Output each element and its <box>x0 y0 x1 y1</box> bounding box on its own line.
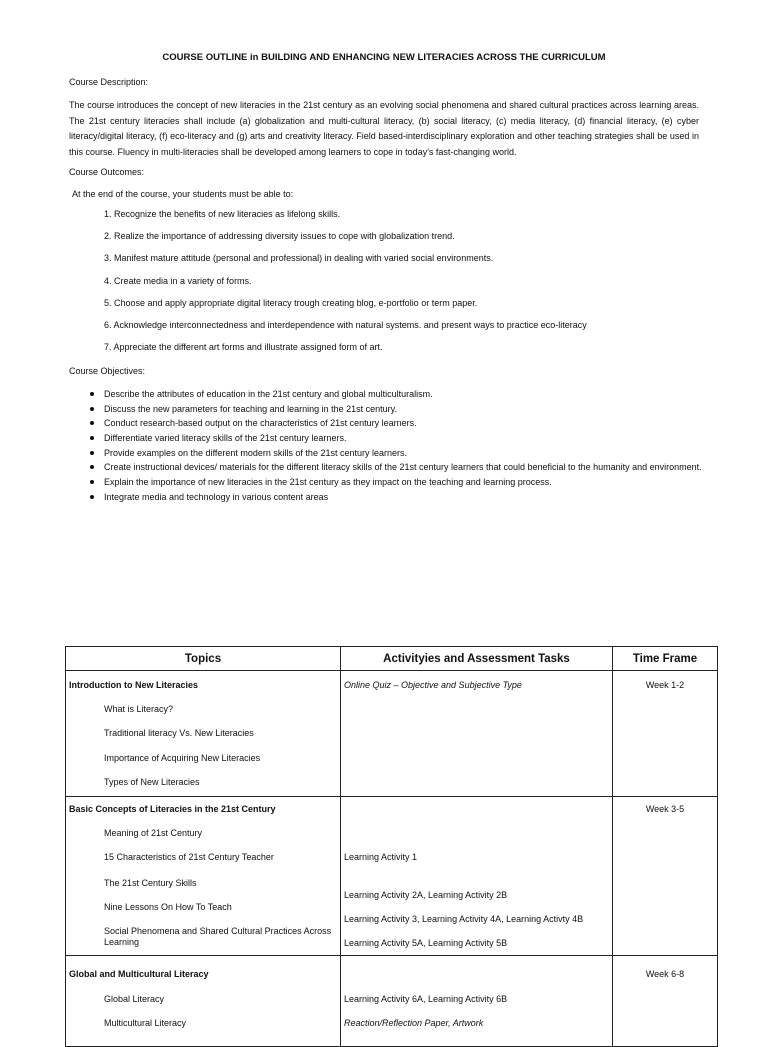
activities-column-header: Activityies and Assessment Tasks <box>341 647 613 671</box>
topic-item: Nine Lessons On How To Teach <box>104 902 232 912</box>
objective-item: Provide examples on the different modern skills of the 21st century learners. <box>104 446 702 461</box>
course-objectives-list <box>104 387 702 505</box>
section-heading: Basic Concepts of Literacies in the 21st Century <box>69 804 276 814</box>
section-heading: Introduction to New Literacies <box>69 680 199 690</box>
objective-item: Discuss the new parameters for teaching and learning in the 21st century. <box>104 402 702 417</box>
topic-item: Global Literacy <box>104 994 165 1004</box>
outcome-item: 2. Realize the importance of addressing diversity issues to cope with globalization trend. <box>104 231 455 242</box>
activity-item: Learning Activity 2A, Learning Activity 2B <box>344 890 508 900</box>
document-title: COURSE OUTLINE in BUILDING AND ENHANCING NEW LITERACIES ACROSS THE CURRICULUM <box>162 52 606 63</box>
week-label: Week 6-8 <box>645 969 685 979</box>
topic-item: Traditional literacy Vs. New Literacies <box>104 728 254 738</box>
course-objectives-heading: Course Objectives: <box>69 366 146 376</box>
topic-item: Multicultural Literacy <box>104 1018 187 1028</box>
course-outcomes-intro: At the end of the course, your students must be able to: <box>72 189 294 199</box>
time-frame-column-header: Time Frame <box>613 647 718 671</box>
topic-item: Types of New Literacies <box>104 777 200 787</box>
topic-item: The 21st Century Skills <box>104 878 197 888</box>
outcome-item: 7. Appreciate the different art forms and illustrate assigned form of art. <box>104 342 383 353</box>
topic-item: Meaning of 21st Century <box>104 828 203 838</box>
course-description-heading: Course Description: <box>69 77 149 87</box>
activity-item: Online Quiz – Objective and Subjective Type <box>344 680 522 690</box>
outcome-item: 5. Choose and apply appropriate digital literacy trough creating blog, e-portfolio or term paper. <box>104 297 478 308</box>
topic-item: 15 Characteristics of 21st Century Teacher <box>104 852 274 862</box>
objective-item: Differentiate varied literacy skills of the 21st century learners. <box>104 431 702 446</box>
table-row <box>66 956 718 1047</box>
outcome-item: 6. Acknowledge interconnectedness and interdependence with natural systems. and present ways to practice eco-literacy <box>104 319 587 330</box>
table-header-row <box>66 647 718 671</box>
activity-item: Learning Activity 5A, Learning Activity 5B <box>344 938 508 948</box>
outcome-item: 3. Manifest mature attitude (personal and professional) in dealing with varied social environments. <box>104 253 494 264</box>
table-row <box>66 797 718 956</box>
outcome-item: 1. Recognize the benefits of new literacies as lifelong skills. <box>104 209 341 219</box>
objective-item: Conduct research-based output on the characteristics of 21st century learners. <box>104 416 702 431</box>
objective-item: Integrate media and technology in various content areas <box>104 490 702 505</box>
topic-item: Importance of Acquiring New Literacies <box>104 753 261 763</box>
activity-item: Learning Activity 3, Learning Activity 4A, Learning Activty 4B <box>344 914 584 924</box>
topic-item: Social Phenomena and Shared Cultural Practices Across Learning <box>104 926 332 947</box>
course-description-text: The course introduces the concept of new literacies in the 21st century as an evolving social phenomena and shared cultural practices across learning areas. The 21st century literacies shall include (a) globalization and multi-cultural literacy, (b) social literacy, (c) media literacy, (d) financial literacy, (e) cyber literacy/digital literacy, (f) eco-literacy and (g) arts and creativity literacy. Field based-interdisciplinary exploration and other teaching strategies shall be used in this course. Fluency in multi-literacies shall be developed among learners to cope in today's fast-changing world. <box>69 100 699 157</box>
course-outcomes-list <box>104 208 587 363</box>
section-heading: Global and Multicultural Literacy <box>69 969 209 979</box>
topic-item: What is Literacy? <box>104 704 174 714</box>
activity-item: Learning Activity 1 <box>344 852 418 862</box>
course-schedule-table <box>65 646 718 1047</box>
table-row <box>66 671 718 797</box>
topics-column-header: Topics <box>66 647 341 671</box>
activity-item: Learning Activity 6A, Learning Activity 6B <box>344 994 508 1004</box>
objective-item: Create instructional devices/ materials for the different literacy skills of the 21st century learners that could beneficial to the humanity and environment. <box>104 460 702 475</box>
week-label: Week 1-2 <box>645 680 685 690</box>
objective-item: Describe the attributes of education in the 21st century and global multiculturalism. <box>104 387 702 402</box>
objective-item: Explain the importance of new literacies in the 21st century as they impact on the teaching and learning process. <box>104 475 702 490</box>
activity-item: Reaction/Reflection Paper, Artwork <box>344 1018 484 1028</box>
outcome-item: 4. Create media in a variety of forms. <box>104 275 252 286</box>
week-label: Week 3-5 <box>645 804 685 814</box>
course-outcomes-heading: Course Outcomes: <box>69 167 145 177</box>
